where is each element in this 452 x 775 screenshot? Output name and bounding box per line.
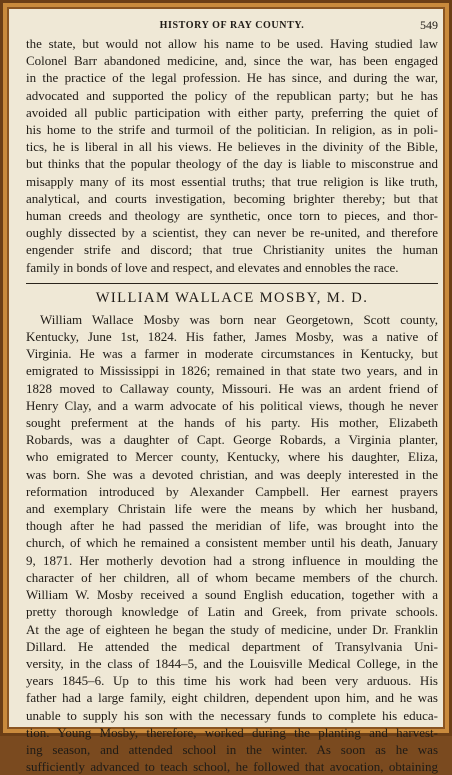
text-line: Henry Clay, and a warm advocate of his political views, though he never xyxy=(26,397,438,413)
text-line: tion. Young Mosby, therefore, worked during the planting and harvest- xyxy=(26,724,438,740)
text-line: oughly dissected by a scientist, they can never be re-united, and therefore xyxy=(26,225,438,241)
section-divider xyxy=(26,283,438,284)
text-line: sufficiently advanced to teach school, he followed that avocation, obtaining xyxy=(26,759,438,775)
text-line: reformation introduced by Alexander Campbell. Her earnest prayers xyxy=(26,483,438,499)
text-line: his home to the strife and turmoil of the politician. In religion, as in poli- xyxy=(26,122,438,138)
text-line: human creeds and theology are synthetic, once torn to pieces, and thor- xyxy=(26,208,438,224)
page-paper xyxy=(7,7,445,775)
text-line: William W. Mosby received a sound English education, together with a xyxy=(26,587,438,603)
text-line: in the practice of the legal profession. He has since, and during the war, xyxy=(26,70,438,86)
text-line: church, of which he remained a consistent member until his death, January xyxy=(26,535,438,551)
text-line: pretty thorough knowledge of Latin and Greek, from private schools. xyxy=(26,604,438,620)
text-line: emigrated to Mississippi in 1826; remained in that state two years, and in xyxy=(26,363,438,379)
text-line: ing season, and attended school in the winter. As soon as he was xyxy=(26,741,438,757)
text-line: and exemplary Christain life were the means by which her husband, xyxy=(26,501,438,517)
text-line: engender strife and discord; that true Christianity unites the human xyxy=(26,242,438,258)
text-line: 1828 moved to Callaway county, Missouri. He was an ardent friend of xyxy=(26,380,438,396)
running-title: HISTORY OF RAY COUNTY. xyxy=(159,20,305,31)
text-line: Virginia. He was a farmer in moderate circumstances in Kentucky, but xyxy=(26,346,438,362)
text-line: father had a large family, eight children, dependent upon him, and he was xyxy=(26,690,438,706)
text-line: 9, 1871. Her motherly devotion had a strong influence in moulding the xyxy=(26,552,438,568)
text-line: analytical, and courts investigation, becoming brighter thereby; but that xyxy=(26,190,438,206)
text-line: who emigrated to Mercer county, Kentucky, where his daughter, Eliza, xyxy=(26,449,438,465)
text-line: versity, in the class of 1844–5, and the Louisville Medical College, in the xyxy=(26,655,438,671)
text-line: though after he had passed the meridian of life, was brought into the xyxy=(26,518,438,534)
text-line: misapply many of its most essential truths; that true religion is like truth, xyxy=(26,173,438,189)
text-line: the state, but would not allow his name to be used. Having studied law xyxy=(26,36,438,51)
page-number: 549 xyxy=(420,18,438,32)
text-line: At the age of eighteen he began the study of medicine, under Dr. Franklin xyxy=(26,621,438,637)
section-heading: WILLIAM WALLACE MOSBY, M. D. xyxy=(95,289,369,306)
text-line: Kentucky, June 1st, 1824. His father, James Mosby, was a native of xyxy=(26,329,438,345)
text-line: unable to supply his son with the necessary funds to complete his educa- xyxy=(26,707,438,723)
text-line: Colonel Barr abandoned medicine, and, since the war, has been engaged xyxy=(26,53,438,69)
text-line: family in bonds of love and respect, and elevates and ennobles the race. xyxy=(26,259,399,275)
text-line: but thinks that the popular theology of the day is liable to misconstrue and xyxy=(26,156,438,172)
text-line: Dillard. He attended the medical department of Transylvania Uni- xyxy=(26,638,438,654)
text-line: was born. She was a devoted christian, and was deeply interested in the xyxy=(26,466,438,482)
text-line: advocated and supported the policy of the republican party; but he has xyxy=(26,87,438,103)
text-line: years 1845–6. Up to this time his work had been very arduous. His xyxy=(26,673,438,689)
book-page xyxy=(26,11,438,775)
running-header xyxy=(26,11,438,35)
paragraph-mosby-biography xyxy=(26,311,438,775)
text-line: Robards, was a daughter of Capt. George Robards, a Virginia planter, xyxy=(26,432,438,448)
text-line: William Wallace Mosby was born near Georgetown, Scott county, xyxy=(40,311,438,327)
text-line: sought preferment at the hands of his party. His mother, Elizabeth xyxy=(26,415,438,431)
paragraph-barr-biography xyxy=(26,35,438,276)
text-line: character of her children, all of whom became members of the church. xyxy=(26,569,438,585)
text-line: tics, he is liberal in all his views. He believes in the divinity of the Bible, xyxy=(26,139,438,155)
text-line: avoided all public participation with either party, preferring the quiet of xyxy=(26,104,438,120)
